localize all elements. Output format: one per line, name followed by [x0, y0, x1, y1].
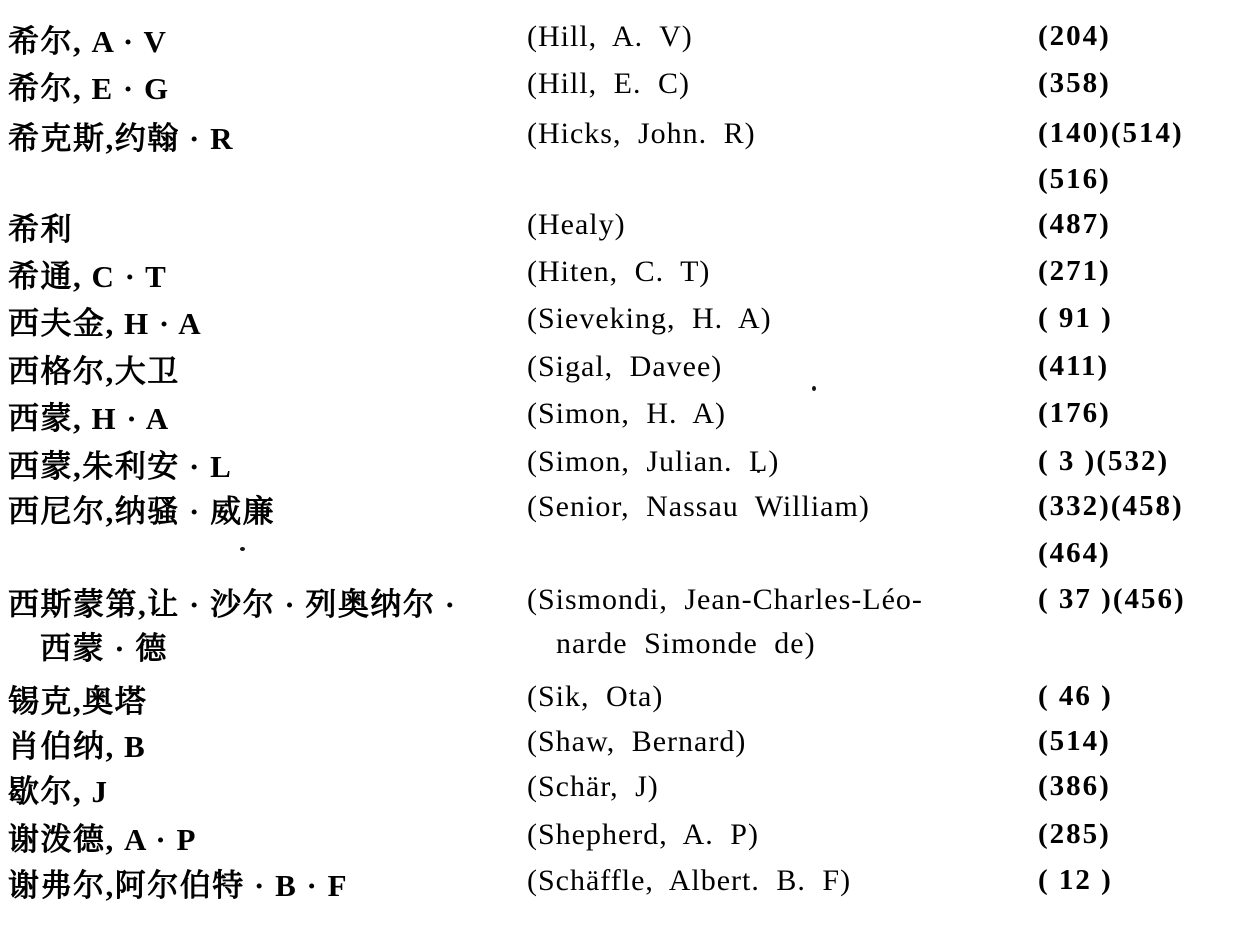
entry-page-numbers: ( 37 )(456): [1038, 583, 1186, 615]
index-line: [0, 397, 1240, 443]
entry-western-name: (Shaw, Bernard): [527, 725, 747, 758]
entry-chinese-name: 希通, C · T: [8, 259, 168, 294]
index-line: [0, 770, 1240, 816]
entry-western-name: (Healy): [527, 208, 626, 241]
entry-page-numbers: (140)(514): [1038, 117, 1184, 149]
entry-chinese-name: 希克斯,约翰 · R: [8, 121, 234, 156]
entry-chinese-name: 西蒙,朱利安 · L: [8, 449, 233, 484]
index-line: [0, 208, 1240, 254]
entry-western-name: (Hiten, C. T): [527, 255, 711, 288]
entry-chinese-name: 歇尔, J: [8, 774, 109, 809]
index-line: [0, 445, 1240, 491]
index-line: [0, 583, 1240, 629]
entry-chinese-name: 肖伯纳, B: [8, 729, 147, 764]
entry-western-name: (Sieveking, H. A): [527, 302, 772, 335]
entry-chinese-name: 西格尔,大卫: [8, 354, 180, 389]
entry-page-numbers: ( 91 ): [1038, 302, 1113, 334]
entry-western-name: (Senior, Nassau William): [527, 490, 870, 523]
index-line: [0, 680, 1240, 726]
entry-page-numbers: ( 3 )(532): [1038, 445, 1170, 477]
entry-western-name: (Shepherd, A. P): [527, 818, 759, 851]
entry-western-name: (Hicks, John. R): [527, 117, 756, 150]
entry-western-name: (Sigal, Davee): [527, 350, 723, 383]
entry-chinese-name: 希尔, E · G: [8, 71, 170, 106]
index-line: [0, 537, 1240, 583]
entry-chinese-name: 西蒙 · 德: [40, 631, 168, 666]
index-line: [0, 67, 1240, 113]
entry-chinese-name: 西斯蒙第,让 · 沙尔 · 列奥纳尔 ·: [8, 587, 457, 622]
entry-chinese-name: 西尼尔,纳骚 · 威廉: [8, 494, 276, 529]
entry-western-name: narde Simonde de): [556, 627, 816, 660]
entry-western-name: (Schär, J): [527, 770, 659, 803]
entry-page-numbers: (176): [1038, 397, 1111, 429]
entry-western-name: (Sik, Ota): [527, 680, 664, 713]
entry-western-name: (Simon, Julian. L): [527, 445, 780, 478]
entry-western-name: (Hill, A. V): [527, 20, 693, 53]
entry-western-name: (Sismondi, Jean-Charles-Léo-: [527, 583, 923, 616]
entry-chinese-name: 谢弗尔,阿尔伯特 · B · F: [8, 868, 349, 903]
entry-page-numbers: (358): [1038, 67, 1111, 99]
entry-chinese-name: 希尔, A · V: [8, 24, 168, 59]
entry-western-name: (Simon, H. A): [527, 397, 727, 430]
index-line: [0, 350, 1240, 396]
entry-western-name: (Schäffle, Albert. B. F): [527, 864, 852, 897]
entry-page-numbers: (271): [1038, 255, 1111, 287]
entry-page-numbers: ( 46 ): [1038, 680, 1113, 712]
entry-chinese-name: 西蒙, H · A: [8, 401, 170, 436]
entry-page-numbers: (204): [1038, 20, 1111, 52]
entry-page-numbers: (386): [1038, 770, 1111, 802]
index-line: [0, 255, 1240, 301]
entry-page-numbers: (514): [1038, 725, 1111, 757]
index-line: [0, 490, 1240, 536]
entry-page-numbers: (516): [1038, 163, 1111, 195]
entry-chinese-name: 锡克,奥塔: [8, 684, 148, 719]
entry-page-numbers: (411): [1038, 350, 1110, 382]
index-line: [0, 302, 1240, 348]
index-line: [0, 627, 1240, 673]
entry-chinese-name: 谢泼德, A · P: [8, 822, 197, 857]
entry-page-numbers: (487): [1038, 208, 1111, 240]
entry-page-numbers: ( 12 ): [1038, 864, 1113, 896]
index-line: [0, 163, 1240, 209]
index-line: [0, 818, 1240, 864]
entry-western-name: (Hill, E. C): [527, 67, 690, 100]
index-line: [0, 20, 1240, 66]
entry-page-numbers: (332)(458): [1038, 490, 1184, 522]
entry-chinese-name: 西夫金, H · A: [8, 306, 203, 341]
entry-chinese-name: 希利: [8, 212, 73, 247]
index-line: [0, 117, 1240, 163]
entry-page-numbers: (464): [1038, 537, 1111, 569]
index-line: [0, 864, 1240, 910]
index-line: [0, 725, 1240, 771]
entry-page-numbers: (285): [1038, 818, 1111, 850]
